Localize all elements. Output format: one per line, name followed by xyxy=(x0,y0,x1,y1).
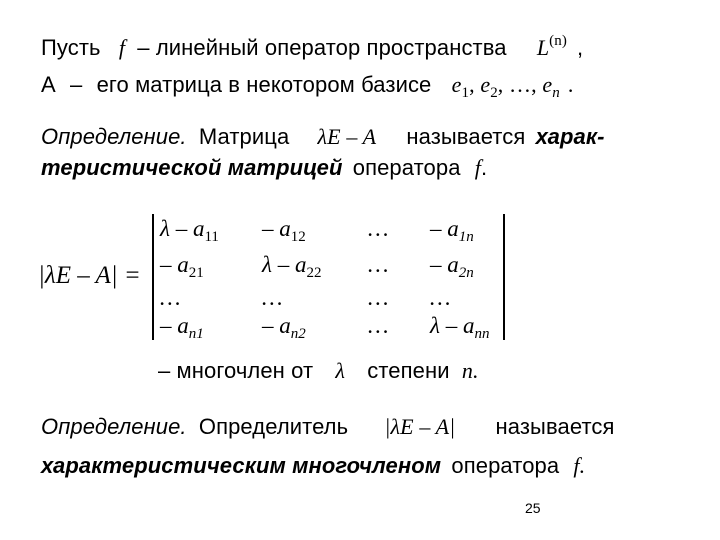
matrix-cell-r1-c2: – $a_{12}$ xyxy=(262,216,306,245)
char-determinant-expr: |λE – A| xyxy=(384,414,456,439)
matrix-cell-r4-c4: λ – $a_{nn}$ xyxy=(430,313,490,342)
basis-list: $e_1$, $e_2$, …, $e_n$ . xyxy=(451,72,574,101)
definition-label: Определение. xyxy=(41,414,187,439)
matrix-cell-r3-c3: … xyxy=(368,285,389,310)
term-part-1: харак- xyxy=(535,124,605,149)
space-symbol: $L^{(n)}$ xyxy=(536,33,567,60)
definition-1-line-2: теристической матрицей оператора f. xyxy=(41,155,488,180)
char-matrix-expr: λE – A xyxy=(317,124,377,149)
page-number: 25 xyxy=(525,500,541,516)
matrix-cell-r3-c1: … xyxy=(160,285,181,310)
matrix-cell-r4-c1: – $a_{n1}$ xyxy=(160,313,204,342)
definition-2-line-1: Определение. Определитель |λE – A| называется xyxy=(41,414,615,439)
intro-line-1 xyxy=(41,33,583,61)
matrix-cell-r2-c2: λ – $a_{22}$ xyxy=(262,252,322,281)
matrix-cell-r1-c4: – $a_{1n}$ xyxy=(430,216,474,245)
definition-1-line-1: Определение. Матрица λE – A называется харак- xyxy=(41,124,605,149)
matrix-cell-r4-c2: – $a_{n2}$ xyxy=(262,313,306,342)
matrix-cell-r2-c4: – $a_{2n}$ xyxy=(430,252,474,281)
term-part-2: теристической матрицей xyxy=(41,155,343,180)
matrix-cell-r1-c1: λ – $a_{11}$ xyxy=(160,216,219,245)
polynomial-note: – многочлен от λ степени n. xyxy=(158,358,479,383)
matrix-cell-r4-c3: … xyxy=(368,313,389,338)
definition-2-line-2: характеристическим многочленом оператора f. xyxy=(41,453,586,478)
term-char-polynomial: характеристическим многочленом xyxy=(41,453,442,478)
intro-comma: , xyxy=(576,35,584,60)
intro-text-2: его матрица в некотором базисе xyxy=(96,72,432,97)
det-left-bar xyxy=(152,214,154,340)
matrix-cell-r3-c2: … xyxy=(262,285,283,310)
matrix-cell-r3-c4: … xyxy=(430,285,451,310)
intro-text-1: – линейный оператор пространства xyxy=(137,35,507,60)
intro-line-2: А – его матрица в некотором базисе $e_1$, $e_2$, …, $e_n$ . xyxy=(41,72,574,101)
matrix-cell-r2-c3: … xyxy=(368,252,389,277)
matrix-cell-r2-c1: – $a_{21}$ xyxy=(160,252,204,281)
matrix-cell-r1-c3: … xyxy=(368,216,389,241)
det-right-bar xyxy=(503,214,505,340)
definition-label: Определение. xyxy=(41,124,187,149)
intro-word: Пусть xyxy=(41,35,101,60)
operator-f: f xyxy=(118,35,126,60)
determinant-lhs: |λE – A| = xyxy=(38,262,141,289)
matrix-a-label: А xyxy=(41,72,56,97)
